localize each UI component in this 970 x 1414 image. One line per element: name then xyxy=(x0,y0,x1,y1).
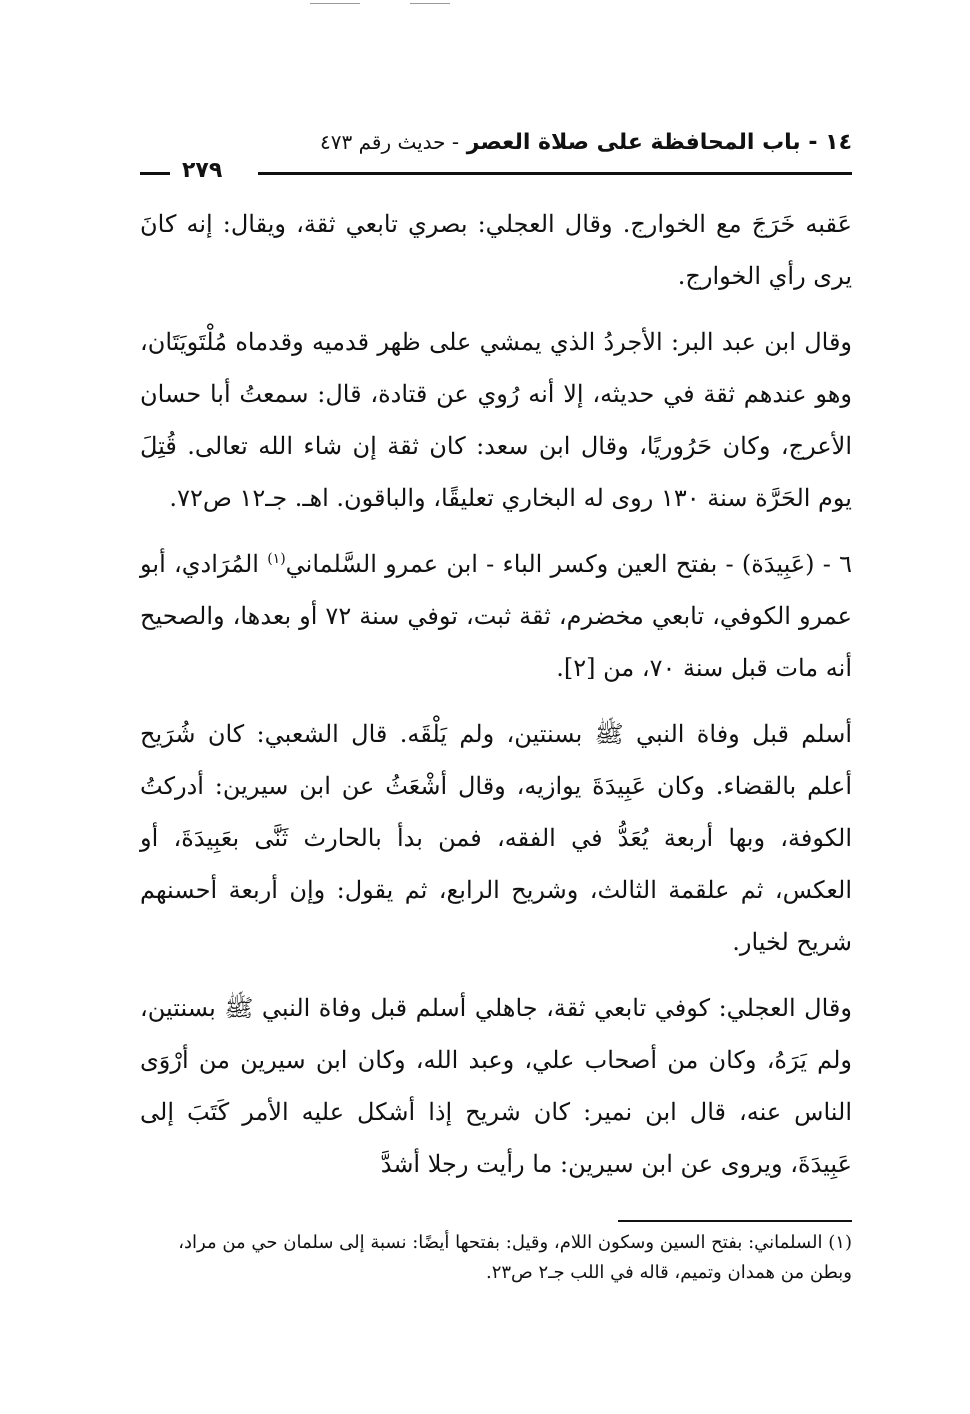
scan-marks xyxy=(300,0,480,8)
main-text xyxy=(140,198,852,1190)
footnote-separator xyxy=(618,1220,852,1222)
footnote-text: (١) السلماني: بفتح السين وسكون اللام، وقيل: بفتحها أيضًا: نسبة إلى سلمان حي من مراد، وبطن من همدان وتميم، قاله في اللب جـ٢ ص٢٣. xyxy=(178,1232,852,1283)
paragraph-1: عَقبه خَرَجَ مع الخوارج. وقال العجلي: بصري تابعي ثقة، ويقال: إنه كانَ يرى رأي الخوارج. xyxy=(140,210,852,290)
chapter-title: ١٤ - باب المحافظة على صلاة العصر xyxy=(466,130,852,155)
narrator-details: المُرَادي، أبو عمرو الكوفي، تابعي مخضرم، ثقة ثبت، توفي سنة ٧٢ أو بعدها، والصحيح أنه مات قبل سنة ٧٠، من [٢]. xyxy=(140,550,852,682)
narrator-heading: ٦ - (عَبِيدَة) - بفتح العين وكسر الباء - ابن عمرو السَّلماني xyxy=(285,550,852,578)
footnote xyxy=(140,1228,852,1288)
page-number-dash xyxy=(140,172,170,175)
page-number: ٢٧٩ xyxy=(182,158,223,183)
running-header xyxy=(140,130,852,183)
header-rule xyxy=(258,172,852,175)
paragraph-4: أسلم قبل وفاة النبي ﷺ بسنتين، ولم يَلْقَه. قال الشعبي: كان شُرَيح أعلم بالقضاء. وكان عَبِيدَةَ يوازيه، وقال أشْعَثُ عن ابن سيرين: أدركتُ الكوفة، وبها أربعة يُعَدُّ في الفقه، فمن بدأ بالحارث ثَنَّى بعَبِيدَةَ، أو العكس، ثم علقمة الثالث، وشريح الرابع، ثم يقول: وإن أربعة أحسنهم شريح لخيار. xyxy=(140,720,852,956)
paragraph-5: وقال العجلي: كوفي تابعي ثقة، جاهلي أسلم قبل وفاة النبي ﷺ بسنتين، ولم يَرَهُ، وكان من أصحاب علي، وعبد الله، وكان ابن سيرين من أرْوَى الناس عنه، قال ابن نمير: كان شريح إذا أشكل عليه الأمر كَتَبَ إلى عَبِيدَةَ، ويروى عن ابن سيرين: ما رأيت رجلا أشدَّ xyxy=(140,994,852,1178)
footnote-reference[interactable]: (١) xyxy=(267,551,286,567)
paragraph-3 xyxy=(140,538,852,694)
hadith-number: - حديث رقم ٤٧٣ xyxy=(319,130,460,154)
paragraph-2: وقال ابن عبد البر: الأجردُ الذي يمشي على ظهر قدميه وقدماه مُلْتَويَتَان، وهو عندهم ثقة في حديثه، إلا أنه رُوي عن قتادة، قال: سمعتُ أبا حسان الأعرج، وكان حَرُوريًا، وقال ابن سعد: كان ثقة إن شاء الله تعالى. قُتِلَ يوم الحَرَّة سنة ١٣٠ روى له البخاري تعليقًا، والباقون. اهـ. جـ١٢ ص٧٢. xyxy=(140,328,853,512)
header-title xyxy=(320,130,852,155)
